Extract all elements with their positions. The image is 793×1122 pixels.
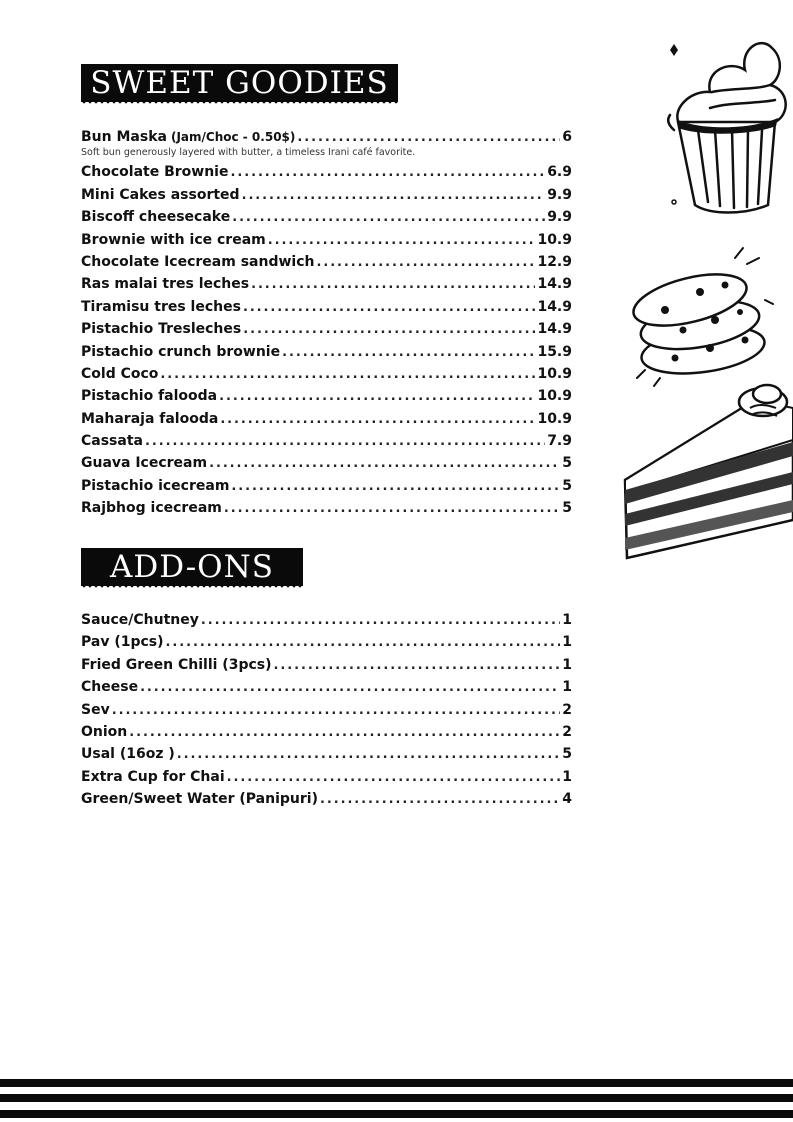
dot-leader [145,434,545,449]
menu-item-price: 1 [562,679,572,696]
menu-item-row [81,388,572,410]
dot-leader [129,725,560,740]
menu-item-price: 2 [562,701,572,718]
menu-item [81,276,572,298]
menu-item-row [81,299,572,321]
menu-item-name: Green/Sweet Water (Panipuri) [81,791,318,808]
menu-item-price: 5 [562,477,572,494]
menu-item-name: Sev [81,701,110,718]
menu-item [81,187,572,209]
menu-item-price: 4 [562,791,572,808]
sweet-goodies-list [81,129,572,523]
menu-item [81,388,572,410]
menu-item-name: Extra Cup for Chai [81,768,225,785]
menu-item-name: Pistachio Tresleches [81,321,242,338]
menu-item-price: 10.9 [537,231,572,248]
dot-leader [227,770,561,785]
footer-stripes [0,1076,793,1122]
menu-item-price: 14.9 [537,298,572,315]
menu-item-name: Fried Green Chilli (3pcs) [81,656,272,673]
menu-item-price: 6 [562,129,572,145]
menu-item-row [81,724,572,746]
dot-leader [220,412,535,427]
menu-item [81,209,572,231]
menu-item-price: 9.9 [547,209,572,226]
menu-item-price: 10.9 [537,388,572,405]
add-ons-title: ADD-ONS [110,549,274,585]
menu-item-name: Onion [81,723,128,740]
menu-item [81,478,572,500]
menu-item [81,746,572,768]
dot-leader [251,277,535,292]
menu-item-row [81,411,572,433]
menu-item-name: Maharaja falooda [81,410,219,427]
menu-item-row [81,500,572,522]
menu-item-price: 14.9 [537,321,572,338]
menu-item [81,500,572,522]
menu-item-price: 10.9 [537,365,572,382]
dot-leader [297,130,560,145]
menu-item-name: Cheese [81,679,139,696]
dot-leader [224,501,560,516]
menu-item-price: 1 [562,768,572,785]
menu-item-row [81,232,572,254]
menu-item-name: Ras malai tres leches [81,276,250,293]
menu-item-price: 1 [562,612,572,628]
menu-item-price: 12.9 [537,253,572,270]
dot-leader [282,345,535,360]
dot-leader [219,389,535,404]
menu-item-price: 7.9 [547,433,572,450]
menu-item-row [81,478,572,500]
menu-item [81,366,572,388]
menu-item-price: 6.9 [547,164,572,181]
menu-item-name: Brownie with ice cream [81,231,266,248]
menu-item-row [81,433,572,455]
menu-item-name: Pistachio crunch brownie [81,343,281,360]
menu-item-price: 1 [562,656,572,673]
menu-item-description: Soft bun generously layered with butter, a timeless Irani café favorite. [81,147,416,159]
dot-leader [274,658,561,673]
menu-item [81,612,572,634]
menu-item-name: Rajbhog icecream [81,500,222,517]
dot-leader [177,747,561,762]
dot-leader [201,613,560,628]
dot-leader [230,165,545,180]
menu-item-name: Usal (16oz ) [81,746,175,763]
dot-leader [243,322,535,337]
menu-item-row [81,455,572,477]
menu-item [81,679,572,701]
dot-leader [231,479,560,494]
add-ons-heading [81,548,303,586]
menu-item-row [81,612,572,634]
cake-slice-icon [615,380,793,565]
menu-item [81,433,572,455]
menu-item [81,299,572,321]
menu-item-name: Cassata [81,433,143,450]
menu-item-price: 10.9 [537,410,572,427]
menu-item [81,791,572,813]
menu-item-row [81,344,572,366]
menu-item-row [81,679,572,701]
menu-item [81,769,572,791]
menu-item [81,129,572,164]
menu-item-row [81,254,572,276]
menu-item [81,321,572,343]
menu-item-row [81,164,572,186]
menu-item-name: Tiramisu tres leches [81,298,241,315]
sweet-goodies-heading [81,64,398,102]
menu-item [81,254,572,276]
menu-item-name: Pistachio falooda [81,388,218,405]
menu-item-name: Pistachio icecream [81,477,230,494]
dot-leader [243,300,536,315]
sweet-goodies-title: SWEET GOODIES [90,65,389,101]
menu-item [81,634,572,656]
menu-item-name: Sauce/Chutney [81,612,199,628]
dot-leader [232,210,545,225]
menu-item [81,455,572,477]
menu-item [81,164,572,186]
menu-item [81,344,572,366]
menu-item [81,724,572,746]
add-ons-list [81,612,572,814]
menu-item [81,411,572,433]
menu-item-price: 14.9 [537,276,572,293]
menu-item-row [81,657,572,679]
menu-item-name: Mini Cakes assorted [81,186,240,203]
menu-item-row [81,746,572,768]
dot-leader [160,367,535,382]
menu-item-row [81,209,572,231]
cookies-icon [615,240,780,390]
menu-item [81,702,572,724]
menu-item-row [81,321,572,343]
menu-item-row [81,366,572,388]
menu-item-name: Pav (1pcs) [81,634,164,651]
menu-item-name: Guava Icecream [81,455,208,472]
menu-item-price: 9.9 [547,186,572,203]
menu-item [81,657,572,679]
menu-item-row [81,276,572,298]
dot-leader [209,456,560,471]
menu-item-name: Chocolate Brownie [81,164,229,181]
menu-item-row [81,769,572,791]
menu-item-name: Bun Maska [81,129,167,145]
menu-item-price: 2 [562,723,572,740]
dot-leader [316,255,535,270]
menu-item-price: 15.9 [537,343,572,360]
dot-leader [140,680,560,695]
menu-item-row [81,702,572,724]
menu-item-price: 5 [562,500,572,517]
menu-item-row [81,187,572,209]
menu-item-row [81,634,572,656]
menu-item-name: Cold Coco [81,365,159,382]
dot-leader [166,635,561,650]
menu-item-price: 1 [562,634,572,651]
cupcake-icon [650,30,793,220]
menu-item-price: 5 [562,746,572,763]
menu-item-row [81,791,572,813]
dot-leader [242,188,546,203]
menu-item [81,232,572,254]
dot-leader [112,703,561,718]
dot-leader [320,792,560,807]
dot-leader [268,233,536,248]
menu-item-note: (Jam/Choc - 0.50$) [170,130,296,144]
menu-item-name: Biscoff cheesecake [81,209,231,226]
menu-item-name: Chocolate Icecream sandwich [81,253,315,270]
menu-item-price: 5 [562,455,572,472]
